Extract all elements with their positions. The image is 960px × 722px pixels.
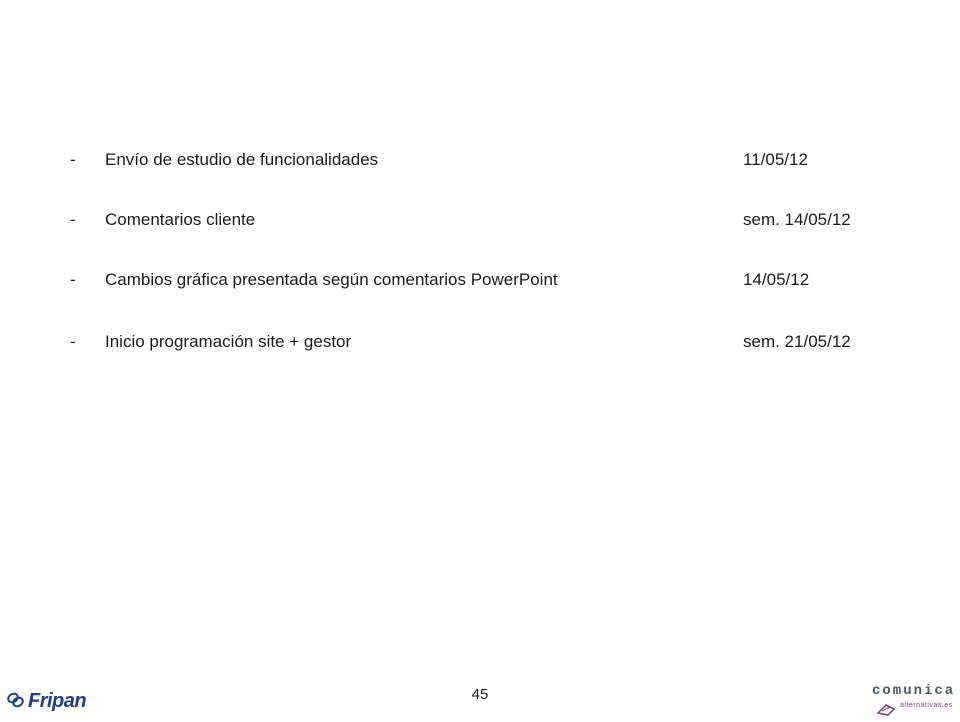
- task-row: [70, 206, 890, 234]
- task-bullet: -: [70, 210, 76, 229]
- task-date: sem. 14/05/12: [743, 210, 851, 229]
- task-row: [70, 328, 890, 356]
- task-date: 11/05/12: [743, 150, 808, 169]
- comunica-logo: [872, 683, 956, 719]
- fripan-wordmark: Fripan: [28, 690, 87, 712]
- task-bullet: -: [70, 150, 76, 169]
- task-row: [70, 266, 890, 294]
- task-date: 14/05/12: [743, 270, 810, 289]
- task-label: Envío de estudio de funcionalidades: [105, 150, 379, 169]
- page-number: 45: [471, 686, 489, 703]
- comunica-logo-icon: [876, 701, 898, 722]
- comunica-tagline: alternativas.es: [900, 702, 953, 709]
- task-bullet: -: [70, 270, 76, 289]
- task-bullet: -: [70, 332, 76, 351]
- fripan-logo-icon: [6, 690, 26, 715]
- task-row: [70, 146, 890, 174]
- task-label: Comentarios cliente: [105, 210, 256, 229]
- task-label: Cambios gráfica presentada según comentarios PowerPoint: [105, 270, 558, 289]
- task-label: Inicio programación site + gestor: [105, 332, 352, 351]
- task-date: sem. 21/05/12: [743, 332, 851, 351]
- comunica-wordmark: comunica: [872, 683, 956, 699]
